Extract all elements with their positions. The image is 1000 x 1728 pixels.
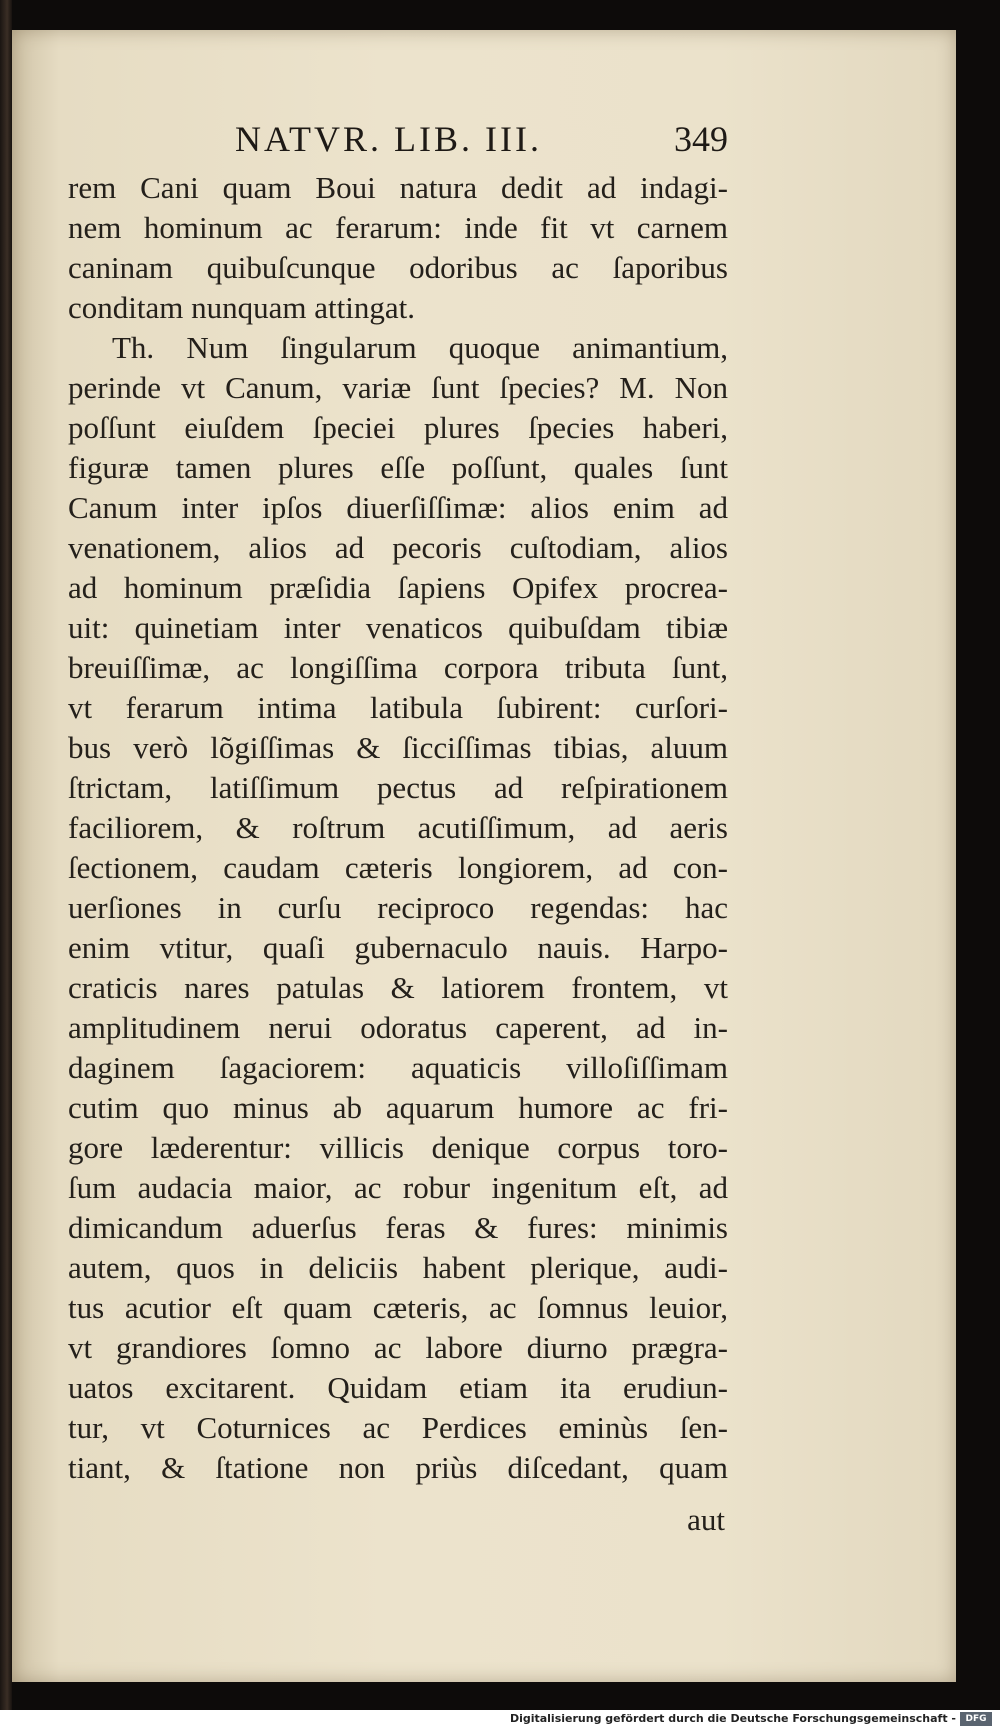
text-line: breuiſſimæ, ac longiſſima corpora tributa ſunt,	[68, 650, 728, 685]
text-line: faciliorem, & roſtrum acutiſſimum, ad aeris	[68, 810, 728, 845]
text-line: dimicandum aduerſus feras & fures: minimis	[68, 1210, 728, 1245]
book-spine-edge	[0, 0, 12, 1728]
text-line: ad hominum præſidia ſapiens Opifex procrea-	[68, 570, 728, 605]
funding-credit: Digitalisierung gefördert durch die Deutsche Forschungsgemeinschaft -	[509, 1712, 956, 1725]
text-line: bus verò lõgiſſimas & ſicciſſimas tibias, aluum	[68, 730, 728, 765]
text-line: Canum inter ipſos diuerſiſſimæ: alios enim ad	[68, 490, 728, 525]
text-line: enim vtitur, quaſi gubernaculo nauis. Harpo-	[68, 930, 728, 965]
text-line: uit: quinetiam inter venaticos quibuſdam tibiæ	[68, 610, 728, 645]
text-line: cutim quo minus ab aquarum humore ac fri-	[68, 1090, 728, 1125]
text-line: amplitudinem nerui odoratus caperent, ad in-	[68, 1010, 728, 1045]
running-head: NATVR. LIB. III.	[235, 119, 542, 159]
text-line: caninam quibuſcunque odoribus ac ſaporibus	[68, 250, 728, 285]
catchword: aut	[687, 1502, 725, 1537]
text-line: Th. Num ſingularum quoque animantium,	[112, 330, 728, 365]
text-line: poſſunt eiuſdem ſpeciei plures ſpecies haberi,	[68, 410, 728, 445]
text-line: venationem, alios ad pecoris cuſtodiam, alios	[68, 530, 728, 565]
text-line: ſtrictam, latiſſimum pectus ad reſpirationem	[68, 770, 728, 805]
text-line: gore læderentur: villicis denique corpus toro-	[68, 1130, 728, 1165]
text-line: daginem ſagaciorem: aquaticis villoſiſſimam	[68, 1050, 728, 1085]
text-line: perinde vt Canum, variæ ſunt ſpecies? M. Non	[68, 370, 728, 405]
text-line: tiant, & ſtatione non priùs diſcedant, quam	[68, 1450, 728, 1485]
text-line: tus acutior eſt quam cæteris, ac ſomnus leuior,	[68, 1290, 728, 1325]
page-number: 349	[674, 119, 728, 159]
text-line: vt ferarum intima latibula ſubirent: curſori-	[68, 690, 728, 725]
text-line: uerſiones in curſu reciproco regendas: hac	[68, 890, 728, 925]
page-body-text	[68, 168, 728, 1488]
text-line: autem, quos in deliciis habent plerique, audi-	[68, 1250, 728, 1285]
text-line: ſum audacia maior, ac robur ingenitum eſt, ad	[68, 1170, 728, 1205]
text-line: craticis nares patulas & latiorem frontem, vt	[68, 970, 728, 1005]
text-line: uatos excitarent. Quidam etiam ita erudiun-	[68, 1370, 728, 1405]
text-line: ſectionem, caudam cæteris longiorem, ad con-	[68, 850, 728, 885]
text-line: rem Cani quam Boui natura dedit ad indagi-	[68, 170, 728, 205]
text-line: nem hominum ac ferarum: inde fit vt carnem	[68, 210, 728, 245]
text-line: tur, vt Coturnices ac Perdices eminùs ſen-	[68, 1410, 728, 1445]
text-line: figuræ tamen plures eſſe poſſunt, quales ſunt	[68, 450, 728, 485]
text-line: vt grandiores ſomno ac labore diurno prægra-	[68, 1330, 728, 1365]
text-line: conditam nunquam attingat.	[68, 290, 415, 325]
dfg-logo: DFG	[960, 1712, 992, 1726]
